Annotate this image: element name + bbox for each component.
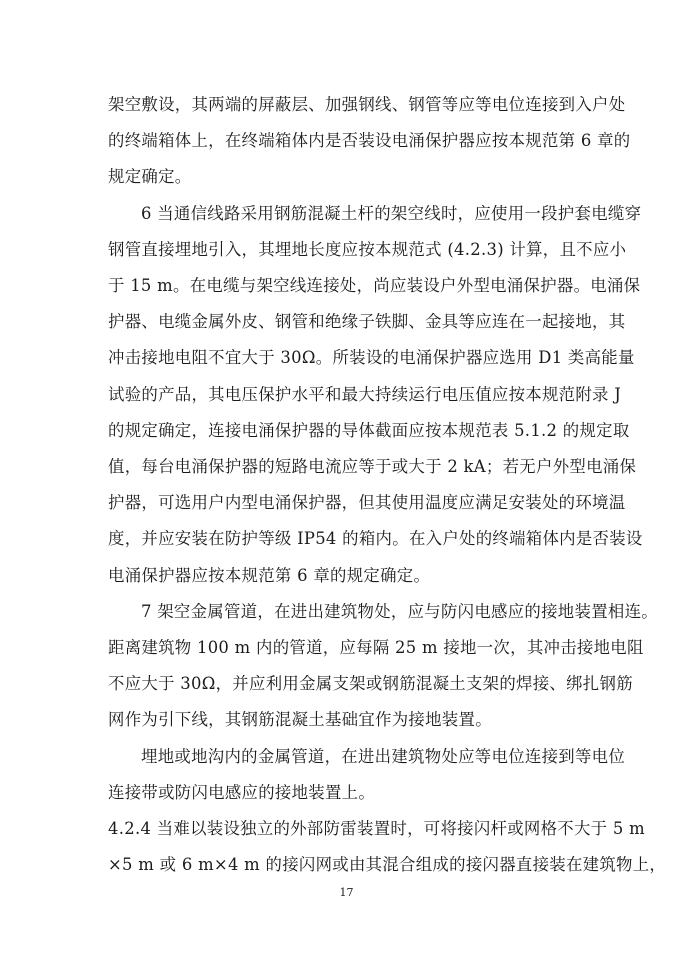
text-line: 冲击接地电阻不宜大于 30Ω。所装设的电涌保护器应选用 D1 类高能量: [108, 348, 635, 367]
text-line: 不应大于 30Ω，并应利用金属支架或钢筋混凝土支架的焊接、绑扎钢筋: [108, 674, 633, 693]
text-line: 值，每台电涌保护器的短路电流应等于或大于 2 kA；若无户外型电涌保: [108, 457, 637, 476]
text-line: 连接带或防闪电感应的接地装置上。: [108, 783, 376, 802]
paragraph-6-start: 6 当通信线路采用钢筋混凝土杆的架空线时，应使用一段护套电缆穿: [141, 204, 642, 223]
text-line: 度，并应安装在防护等级 IP54 的箱内。在入户处的终端箱体内是否装设: [108, 529, 643, 548]
text-line: 电涌保护器应按本规范第 6 章的规定确定。: [108, 566, 431, 585]
text-line: 护器、电缆金属外皮、钢管和绝缘子铁脚、金具等应连在一起接地，其: [108, 312, 626, 331]
text-line: 护器，可选用户内型电涌保护器，但其使用温度应满足安装处的环境温: [108, 493, 626, 512]
text-line: 规定确定。: [108, 167, 192, 186]
text-line: 于 15 m。在电缆与架空线连接处，尚应装设户外型电涌保护器。电涌保: [108, 276, 641, 295]
text-line: 钢管直接埋地引入，其埋地长度应按本规范式 (4.2.3) 计算，且不应小: [108, 240, 627, 259]
text-line: 试验的产品，其电压保护水平和最大持续运行电压值应按本规范附录 J: [108, 385, 622, 404]
paragraph-7-start: 7 架空金属管道，在进出建筑物处，应与防闪电感应的接地装置相连。: [141, 602, 658, 621]
text-line: 的规定确定，连接电涌保护器的导体截面应按本规范表 5.1.2 的规定取: [108, 421, 630, 440]
text-line: 网作为引下线，其钢筋混凝土基础宜作为接地装置。: [108, 710, 492, 729]
paragraph-buried-pipes-start: 埋地或地沟内的金属管道，在进出建筑物处应等电位连接到等电位: [141, 747, 626, 766]
text-line: ×5 m 或 6 m×4 m 的接闪网或由其混合组成的接闪器直接装在建筑物上，: [108, 855, 667, 874]
text-line: 架空敷设，其两端的屏蔽层、加强钢线、钢管等应等电位连接到入户处: [108, 95, 626, 114]
text-line: 4.2.4 当难以装设独立的外部防雷装置时，可将接闪杆或网格不大于 5 m: [108, 819, 645, 838]
text-line: 距离建筑物 100 m 内的管道，应每隔 25 m 接地一次，其冲击接地电阻: [108, 638, 644, 657]
text-line: 的终端箱体上，在终端箱体内是否装设电涌保护器应按本规范第 6 章的: [108, 131, 631, 150]
page-number: 17: [339, 886, 354, 899]
